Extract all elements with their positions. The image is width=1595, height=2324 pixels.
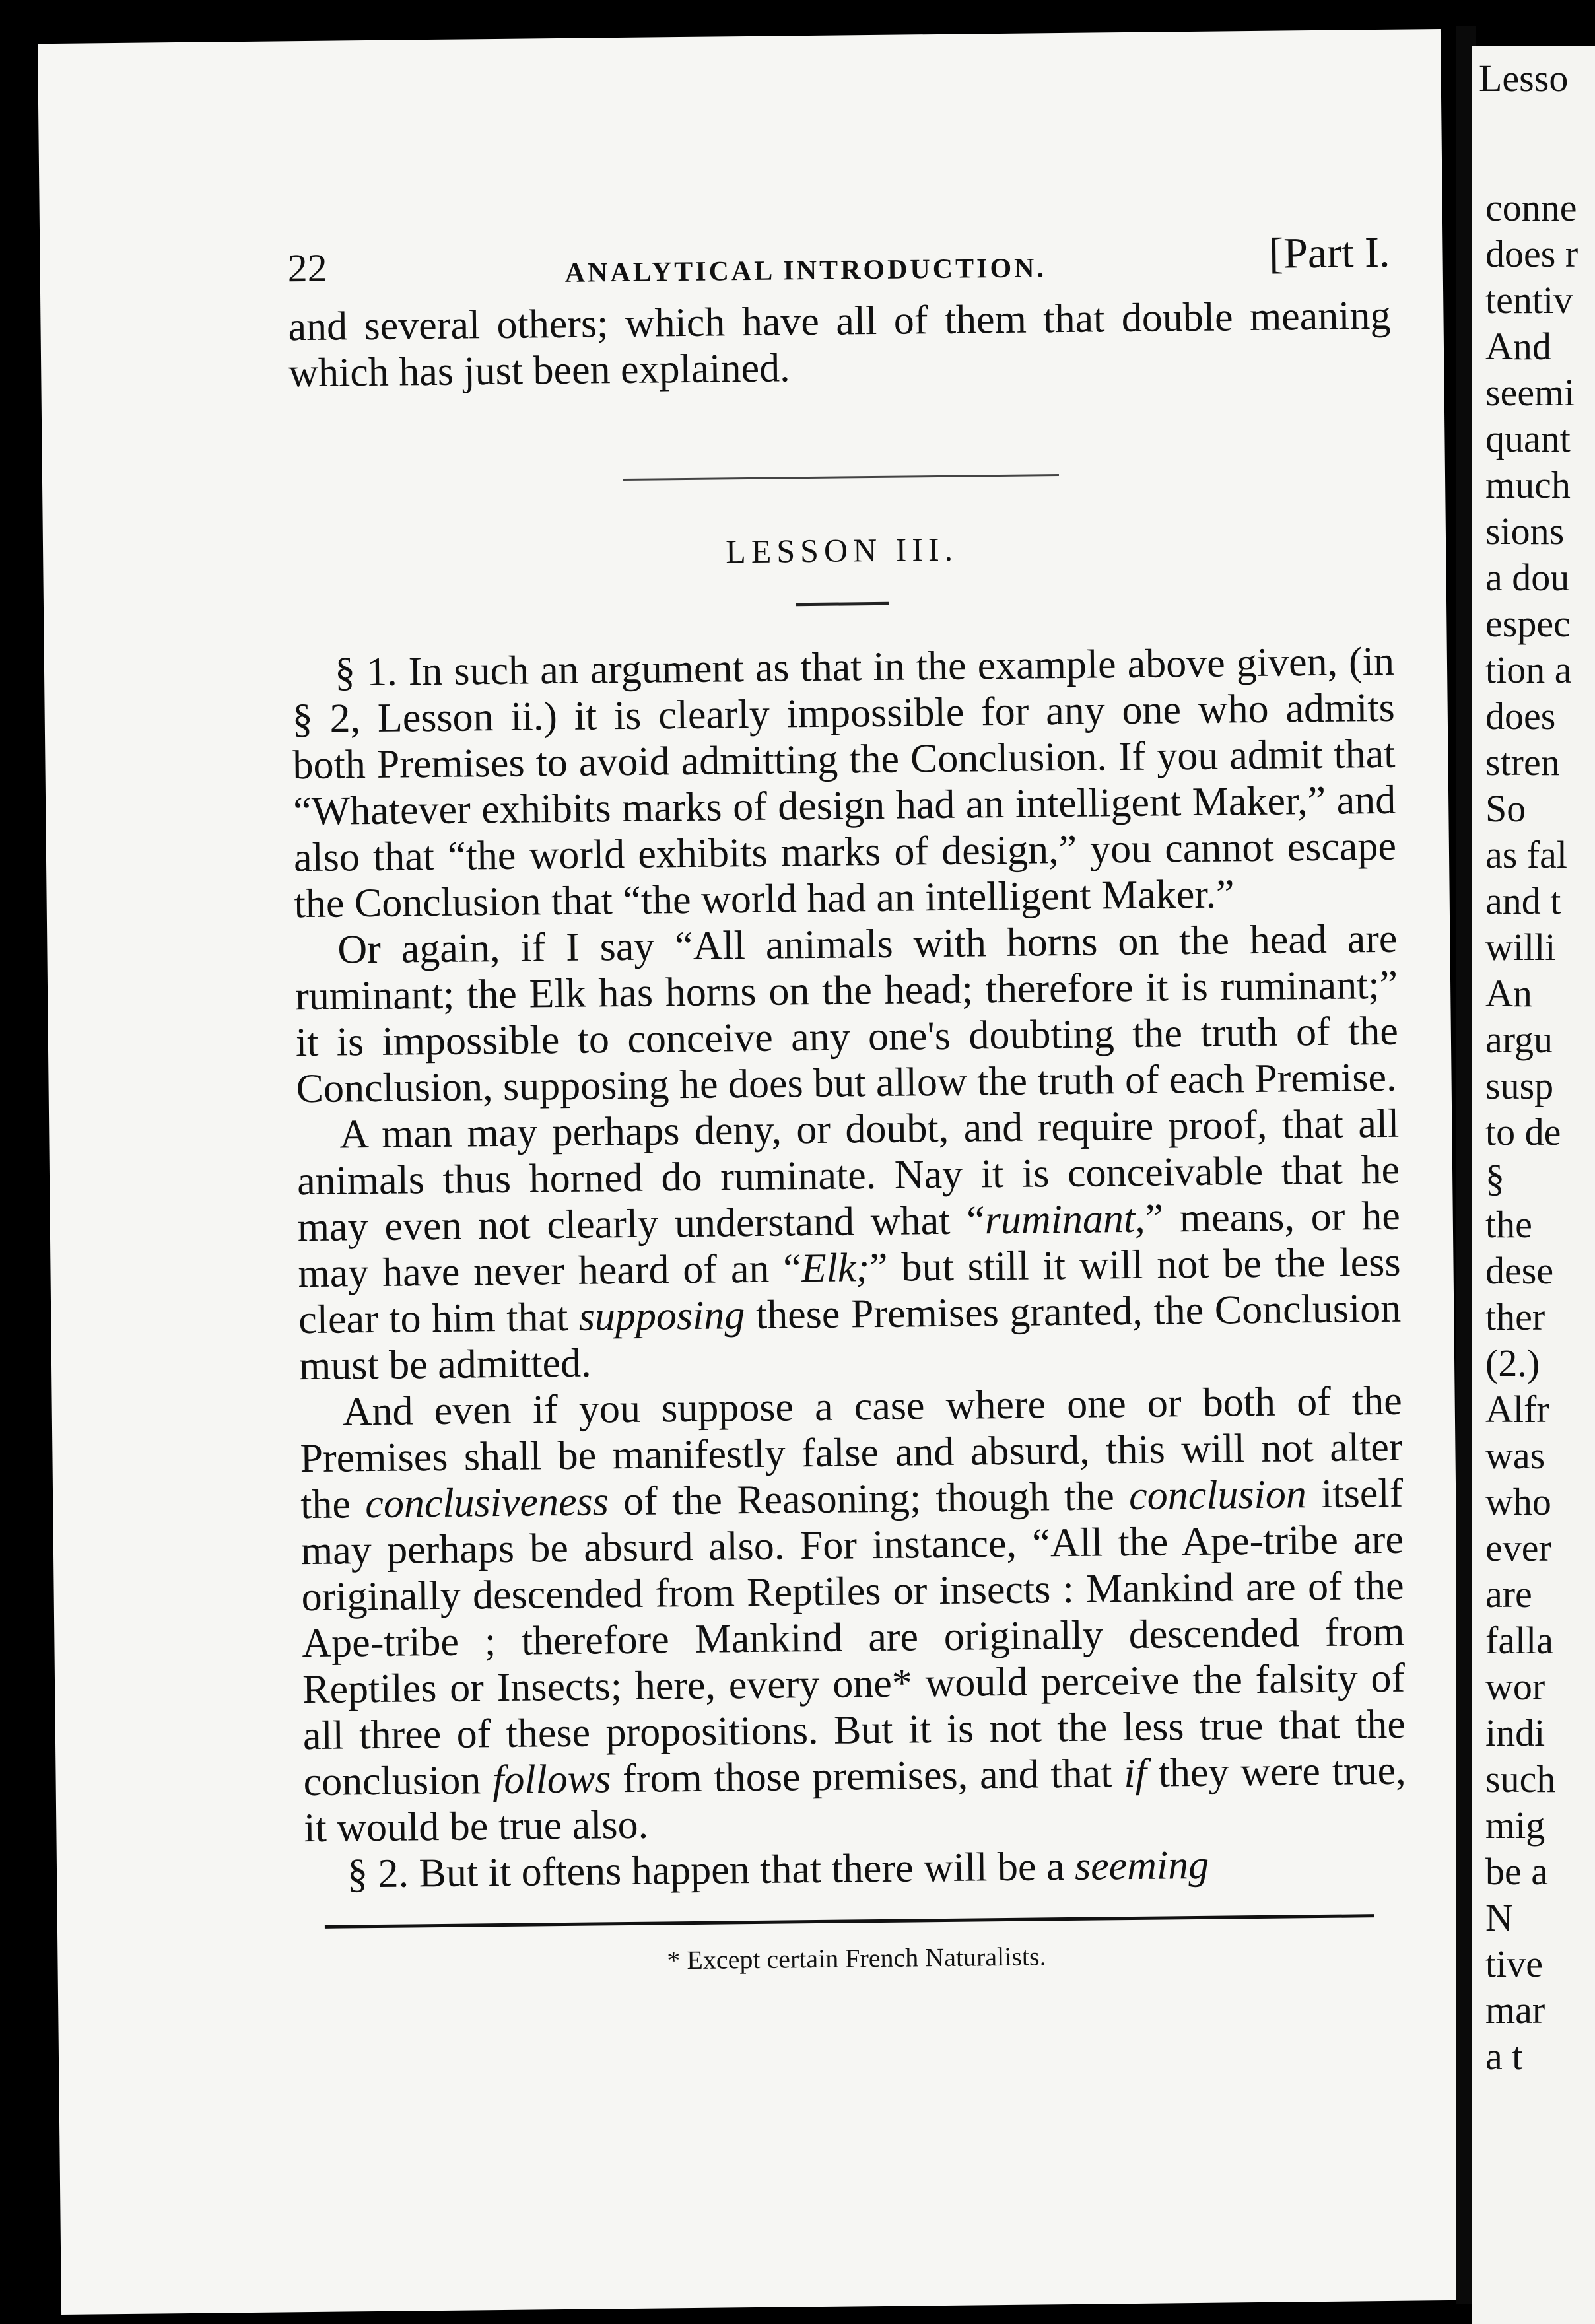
- right-page-line: tive: [1485, 1942, 1543, 1985]
- footnote-rule: [325, 1914, 1374, 1929]
- right-page-line: a dou: [1485, 556, 1570, 599]
- right-page: [1472, 46, 1595, 2324]
- right-page-line: to de: [1485, 1111, 1561, 1153]
- right-page-line: §: [1485, 1157, 1505, 1200]
- right-page-line: espec: [1485, 602, 1571, 645]
- heading-underline: [796, 602, 889, 606]
- right-page-line: N: [1485, 1896, 1513, 1939]
- paragraph-3: A man may perhaps deny, or doubt, and require proof, that all animals thus horned do ruminate. Nay it is conceivable that he may even not clearly understand what “ruminant,” means, or he may have never heard of an “Elk;” but still it will not be the less clear to him that supposing these Premises granted, the Conclusion must be admitted.: [296, 1101, 1402, 1389]
- right-page-line: falla: [1485, 1619, 1554, 1662]
- paragraph-1: § 1. In such an argument as that in the example above given, (in § 2, Lesson ii.) it is clearly impossible for any one who admits both Premises to avoid admitting the Conclusion. If you admit that “Whatever exhibits marks of design had an intelligent Maker,” and also that “the world exhibits marks of design,” you cannot escape the Conclusion that “the world had an intelligent Maker.”: [292, 638, 1397, 927]
- right-page-line: seemi: [1485, 371, 1575, 414]
- right-page-line: ther: [1485, 1295, 1545, 1338]
- right-page-line: tentiv: [1485, 279, 1573, 322]
- left-page: [38, 29, 1464, 2315]
- right-page-line: are: [1485, 1573, 1532, 1616]
- right-page-line: indi: [1485, 1711, 1545, 1754]
- page-number: 22: [287, 246, 327, 290]
- right-page-line: quant: [1485, 417, 1571, 460]
- right-page-line: a t: [1485, 2035, 1523, 2078]
- right-page-line: willi: [1485, 926, 1556, 969]
- right-page-line: was: [1485, 1434, 1545, 1477]
- paragraph-2: Or again, if I say “All animals with horns on the head are ruminant; the Elk has horns on the head; therefore it is ruminant;” it is impossible to conceive any one's doubting the truth of the Conclusion, supposing he does but allow the truth of each Premise.: [294, 916, 1399, 1112]
- right-page-line: who: [1485, 1480, 1551, 1523]
- right-page-text: [1485, 185, 1578, 2080]
- right-page-line: as fal: [1485, 833, 1567, 876]
- right-page-line: susp: [1485, 1064, 1554, 1107]
- opening-text: and several others; which have all of them that double meaning which has just been explained.: [288, 292, 1391, 396]
- right-page-line: And: [1485, 325, 1551, 368]
- right-page-line: sions: [1485, 510, 1565, 553]
- right-page-line: stren: [1485, 741, 1560, 784]
- right-page-line: mig: [1485, 1804, 1545, 1847]
- running-header: [287, 208, 1390, 292]
- running-title: ANALYTICAL INTRODUCTION.: [564, 253, 1047, 289]
- paragraph-5: § 2. But it oftens happen that there will be a seeming: [347, 1842, 1209, 1897]
- right-page-line: mar: [1485, 1989, 1545, 2032]
- right-page-line: conne: [1485, 186, 1577, 229]
- right-page-line: tion a: [1485, 648, 1572, 691]
- right-page-line: ever: [1485, 1526, 1551, 1569]
- right-page-line: (2.): [1485, 1342, 1540, 1384]
- right-page-header: Lesso: [1479, 57, 1569, 100]
- right-page-line: So: [1485, 787, 1526, 830]
- right-page-line: the: [1485, 1203, 1532, 1246]
- right-page-line: An: [1485, 972, 1532, 1015]
- page-content: [287, 208, 1408, 1979]
- right-page-line: and t: [1485, 879, 1561, 922]
- right-page-line: argu: [1485, 1018, 1553, 1061]
- right-page-line: wor: [1485, 1665, 1545, 1708]
- lesson-heading: LESSON III.: [725, 530, 959, 570]
- paragraph-4: And even if you suppose a case where one or both of the Premises shall be manifestly false and absurd, this will not alter the conclusiveness of the Reasoning; though the conclusion itself may perhaps be absurd also. For instance, “All the Ape-tribe are originally descended from Reptiles or insects : Mankind are of the Ape-tribe ; therefore Mankind are originally descended from Reptiles or Insects; here, every one* would perceive the falsity of all three of these propositions. But it is not the less true that the conclusion follows from those premises, and that if they were true, it would be true also.: [300, 1378, 1406, 1851]
- part-label: [Part I.: [1268, 228, 1390, 278]
- right-page-line: Alfr: [1485, 1388, 1549, 1431]
- footnote: * Except certain French Naturalists.: [667, 1941, 1046, 1975]
- section-divider: [623, 474, 1059, 481]
- right-page-line: does r: [1485, 232, 1578, 275]
- right-page-line: much: [1485, 463, 1571, 506]
- right-page-line: dese: [1485, 1249, 1554, 1292]
- right-page-line: be a: [1485, 1850, 1548, 1893]
- right-page-line: such: [1485, 1758, 1556, 1800]
- right-page-line: does: [1485, 695, 1556, 737]
